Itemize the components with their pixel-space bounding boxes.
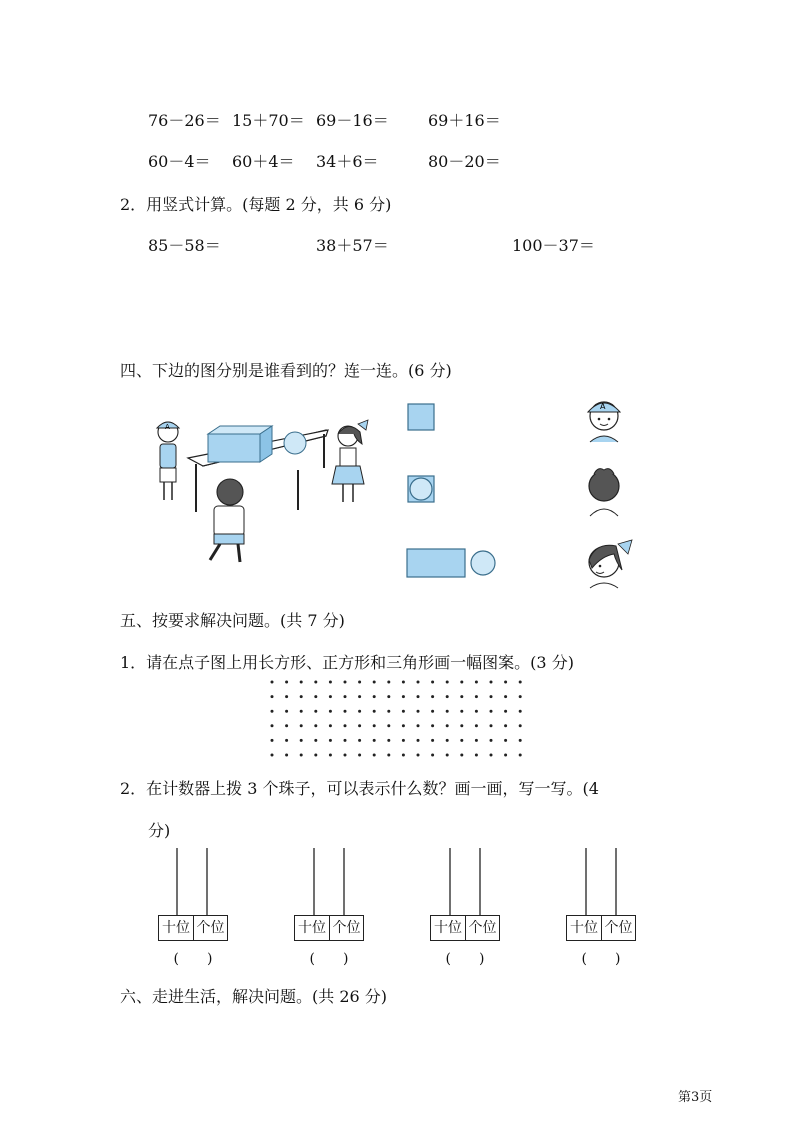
grid-dot: [504, 754, 507, 757]
grid-dot: [402, 724, 405, 727]
grid-dot: [271, 739, 274, 742]
section-heading: 六、走进生活，解决问题。(共 26 分): [120, 987, 388, 1006]
ones-label: 个位: [601, 916, 635, 940]
abacus-place-box[interactable]: [430, 915, 500, 941]
grid-dot: [475, 754, 478, 757]
grid-dot: [344, 739, 347, 742]
grid-dot: [358, 754, 361, 757]
grid-dot: [417, 724, 420, 727]
calc-item: 76－26＝: [148, 111, 221, 130]
grid-dot: [387, 710, 390, 713]
grid-dot: [504, 724, 507, 727]
tens-label: 十位: [434, 920, 462, 936]
grid-dot: [344, 681, 347, 684]
grid-dot: [431, 724, 434, 727]
grid-dot: [519, 754, 522, 757]
grid-dot: [271, 695, 274, 698]
grid-dot: [504, 739, 507, 742]
grid-dot: [344, 754, 347, 757]
grid-dot: [344, 724, 347, 727]
grid-dot: [460, 739, 463, 742]
calc-item: 80－20＝: [428, 152, 501, 171]
question-text: 2．在计数器上拨 3 个珠子，可以表示什么数？画一画，写一写。(4: [120, 779, 599, 798]
grid-dot: [329, 724, 332, 727]
grid-dot: [475, 695, 478, 698]
grid-dot: [446, 710, 449, 713]
grid-dot: [504, 681, 507, 684]
calc-item: 60＋4＝: [232, 152, 295, 171]
grid-dot: [504, 695, 507, 698]
grid-dot: [329, 681, 332, 684]
grid-dot: [431, 739, 434, 742]
grid-dot: [402, 710, 405, 713]
grid-dot: [285, 754, 288, 757]
grid-dot: [519, 710, 522, 713]
grid-dot: [387, 739, 390, 742]
grid-dot: [519, 739, 522, 742]
grid-dot: [417, 754, 420, 757]
grid-dot: [446, 724, 449, 727]
grid-dot: [314, 739, 317, 742]
calc-item: 60－4＝: [148, 152, 211, 171]
view-square: [406, 402, 436, 432]
calc-item: 85－58＝: [148, 236, 221, 255]
grid-dot: [446, 695, 449, 698]
question-text-continued: 分): [148, 821, 171, 840]
answer-blank[interactable]: ( ): [445, 951, 485, 967]
grid-dot: [314, 710, 317, 713]
grid-dot: [373, 710, 376, 713]
grid-dot: [358, 739, 361, 742]
grid-dot: [271, 710, 274, 713]
grid-dot: [344, 695, 347, 698]
grid-dot: [460, 710, 463, 713]
page-number: 第3页: [678, 1090, 713, 1105]
section-heading: 五、按要求解决问题。(共 7 分): [120, 611, 345, 630]
grid-dot: [387, 754, 390, 757]
grid-dot: [490, 681, 493, 684]
view-square-with-circle: [406, 474, 436, 504]
grid-dot: [460, 695, 463, 698]
scene-illustration: [148, 400, 388, 570]
grid-dot: [504, 710, 507, 713]
grid-dot: [344, 710, 347, 713]
grid-dot: [314, 695, 317, 698]
cap-letter: A: [165, 423, 170, 431]
grid-dot: [358, 710, 361, 713]
grid-dot: [431, 754, 434, 757]
grid-dot: [358, 681, 361, 684]
grid-dot: [300, 695, 303, 698]
grid-dot: [460, 754, 463, 757]
grid-dot: [373, 754, 376, 757]
grid-dot: [431, 681, 434, 684]
grid-dot: [475, 724, 478, 727]
grid-dot: [460, 724, 463, 727]
grid-dot: [271, 754, 274, 757]
grid-dot: [446, 681, 449, 684]
section-heading: 四、下边的图分别是谁看到的？连一连。(6 分): [120, 361, 452, 380]
grid-dot: [285, 681, 288, 684]
grid-dot: [271, 724, 274, 727]
grid-dot: [460, 681, 463, 684]
abacus-rods: [0, 846, 794, 916]
grid-dot: [417, 710, 420, 713]
grid-dot: [417, 681, 420, 684]
abacus-place-box[interactable]: [158, 915, 228, 941]
grid-dot: [373, 724, 376, 727]
grid-dot: [475, 739, 478, 742]
grid-dot: [490, 724, 493, 727]
abacus-place-box[interactable]: [294, 915, 364, 941]
grid-dot: [402, 695, 405, 698]
grid-dot: [300, 681, 303, 684]
grid-dot: [373, 695, 376, 698]
tens-label: 十位: [298, 920, 326, 936]
grid-dot: [490, 710, 493, 713]
grid-dot: [490, 754, 493, 757]
grid-dot: [314, 754, 317, 757]
grid-dot: [271, 681, 274, 684]
grid-dot: [490, 739, 493, 742]
grid-dot: [387, 681, 390, 684]
grid-dot: [314, 681, 317, 684]
ones-label: 个位: [465, 916, 499, 940]
grid-dot: [431, 695, 434, 698]
grid-dot: [402, 681, 405, 684]
grid-dot: [358, 724, 361, 727]
grid-dot: [285, 695, 288, 698]
grid-dot: [300, 754, 303, 757]
grid-dot: [475, 710, 478, 713]
grid-dot: [519, 681, 522, 684]
grid-dot: [373, 739, 376, 742]
grid-dot: [285, 710, 288, 713]
answer-blank[interactable]: ( ): [581, 951, 621, 967]
tens-label: 十位: [162, 920, 190, 936]
cap-letter: A: [600, 402, 606, 411]
grid-dot: [387, 695, 390, 698]
view-rectangle-and-circle: [405, 547, 499, 579]
grid-dot: [446, 739, 449, 742]
grid-dot: [314, 724, 317, 727]
grid-dot: [490, 695, 493, 698]
ones-label: 个位: [329, 916, 363, 940]
tens-label: 十位: [570, 920, 598, 936]
grid-dot: [431, 710, 434, 713]
calc-item: 38＋57＝: [316, 236, 389, 255]
grid-dot: [329, 695, 332, 698]
grid-dot: [417, 695, 420, 698]
calc-item: 100－37＝: [512, 236, 595, 255]
grid-dot: [329, 710, 332, 713]
grid-dot: [446, 754, 449, 757]
grid-dot: [285, 724, 288, 727]
question-text: 1．请在点子图上用长方形、正方形和三角形画一幅图案。(3 分): [120, 653, 574, 672]
grid-dot: [329, 754, 332, 757]
calc-item: 69－16＝: [316, 111, 389, 130]
calc-item: 34＋6＝: [316, 152, 379, 171]
calc-item: 15＋70＝: [232, 111, 305, 130]
grid-dot: [519, 695, 522, 698]
portrait-girl: [580, 534, 640, 590]
grid-dot: [519, 724, 522, 727]
grid-dot: [402, 754, 405, 757]
grid-dot: [387, 724, 390, 727]
portrait-boy-back: [580, 462, 628, 518]
grid-dot: [358, 695, 361, 698]
ones-label: 个位: [193, 916, 227, 940]
grid-dot: [373, 681, 376, 684]
calc-item: 69＋16＝: [428, 111, 501, 130]
grid-dot: [475, 681, 478, 684]
answer-blank[interactable]: ( ): [173, 951, 213, 967]
answer-blank[interactable]: ( ): [309, 951, 349, 967]
grid-dot: [300, 710, 303, 713]
grid-dot: [300, 739, 303, 742]
grid-dot: [300, 724, 303, 727]
dot-grid[interactable]: [266, 676, 528, 762]
grid-dot: [417, 739, 420, 742]
abacus-place-box[interactable]: [566, 915, 636, 941]
grid-dot: [285, 739, 288, 742]
question-heading: 2．用竖式计算。(每题 2 分，共 6 分): [120, 195, 392, 214]
portrait-boy-with-cap: [580, 392, 628, 444]
grid-dot: [402, 739, 405, 742]
grid-dot: [329, 739, 332, 742]
